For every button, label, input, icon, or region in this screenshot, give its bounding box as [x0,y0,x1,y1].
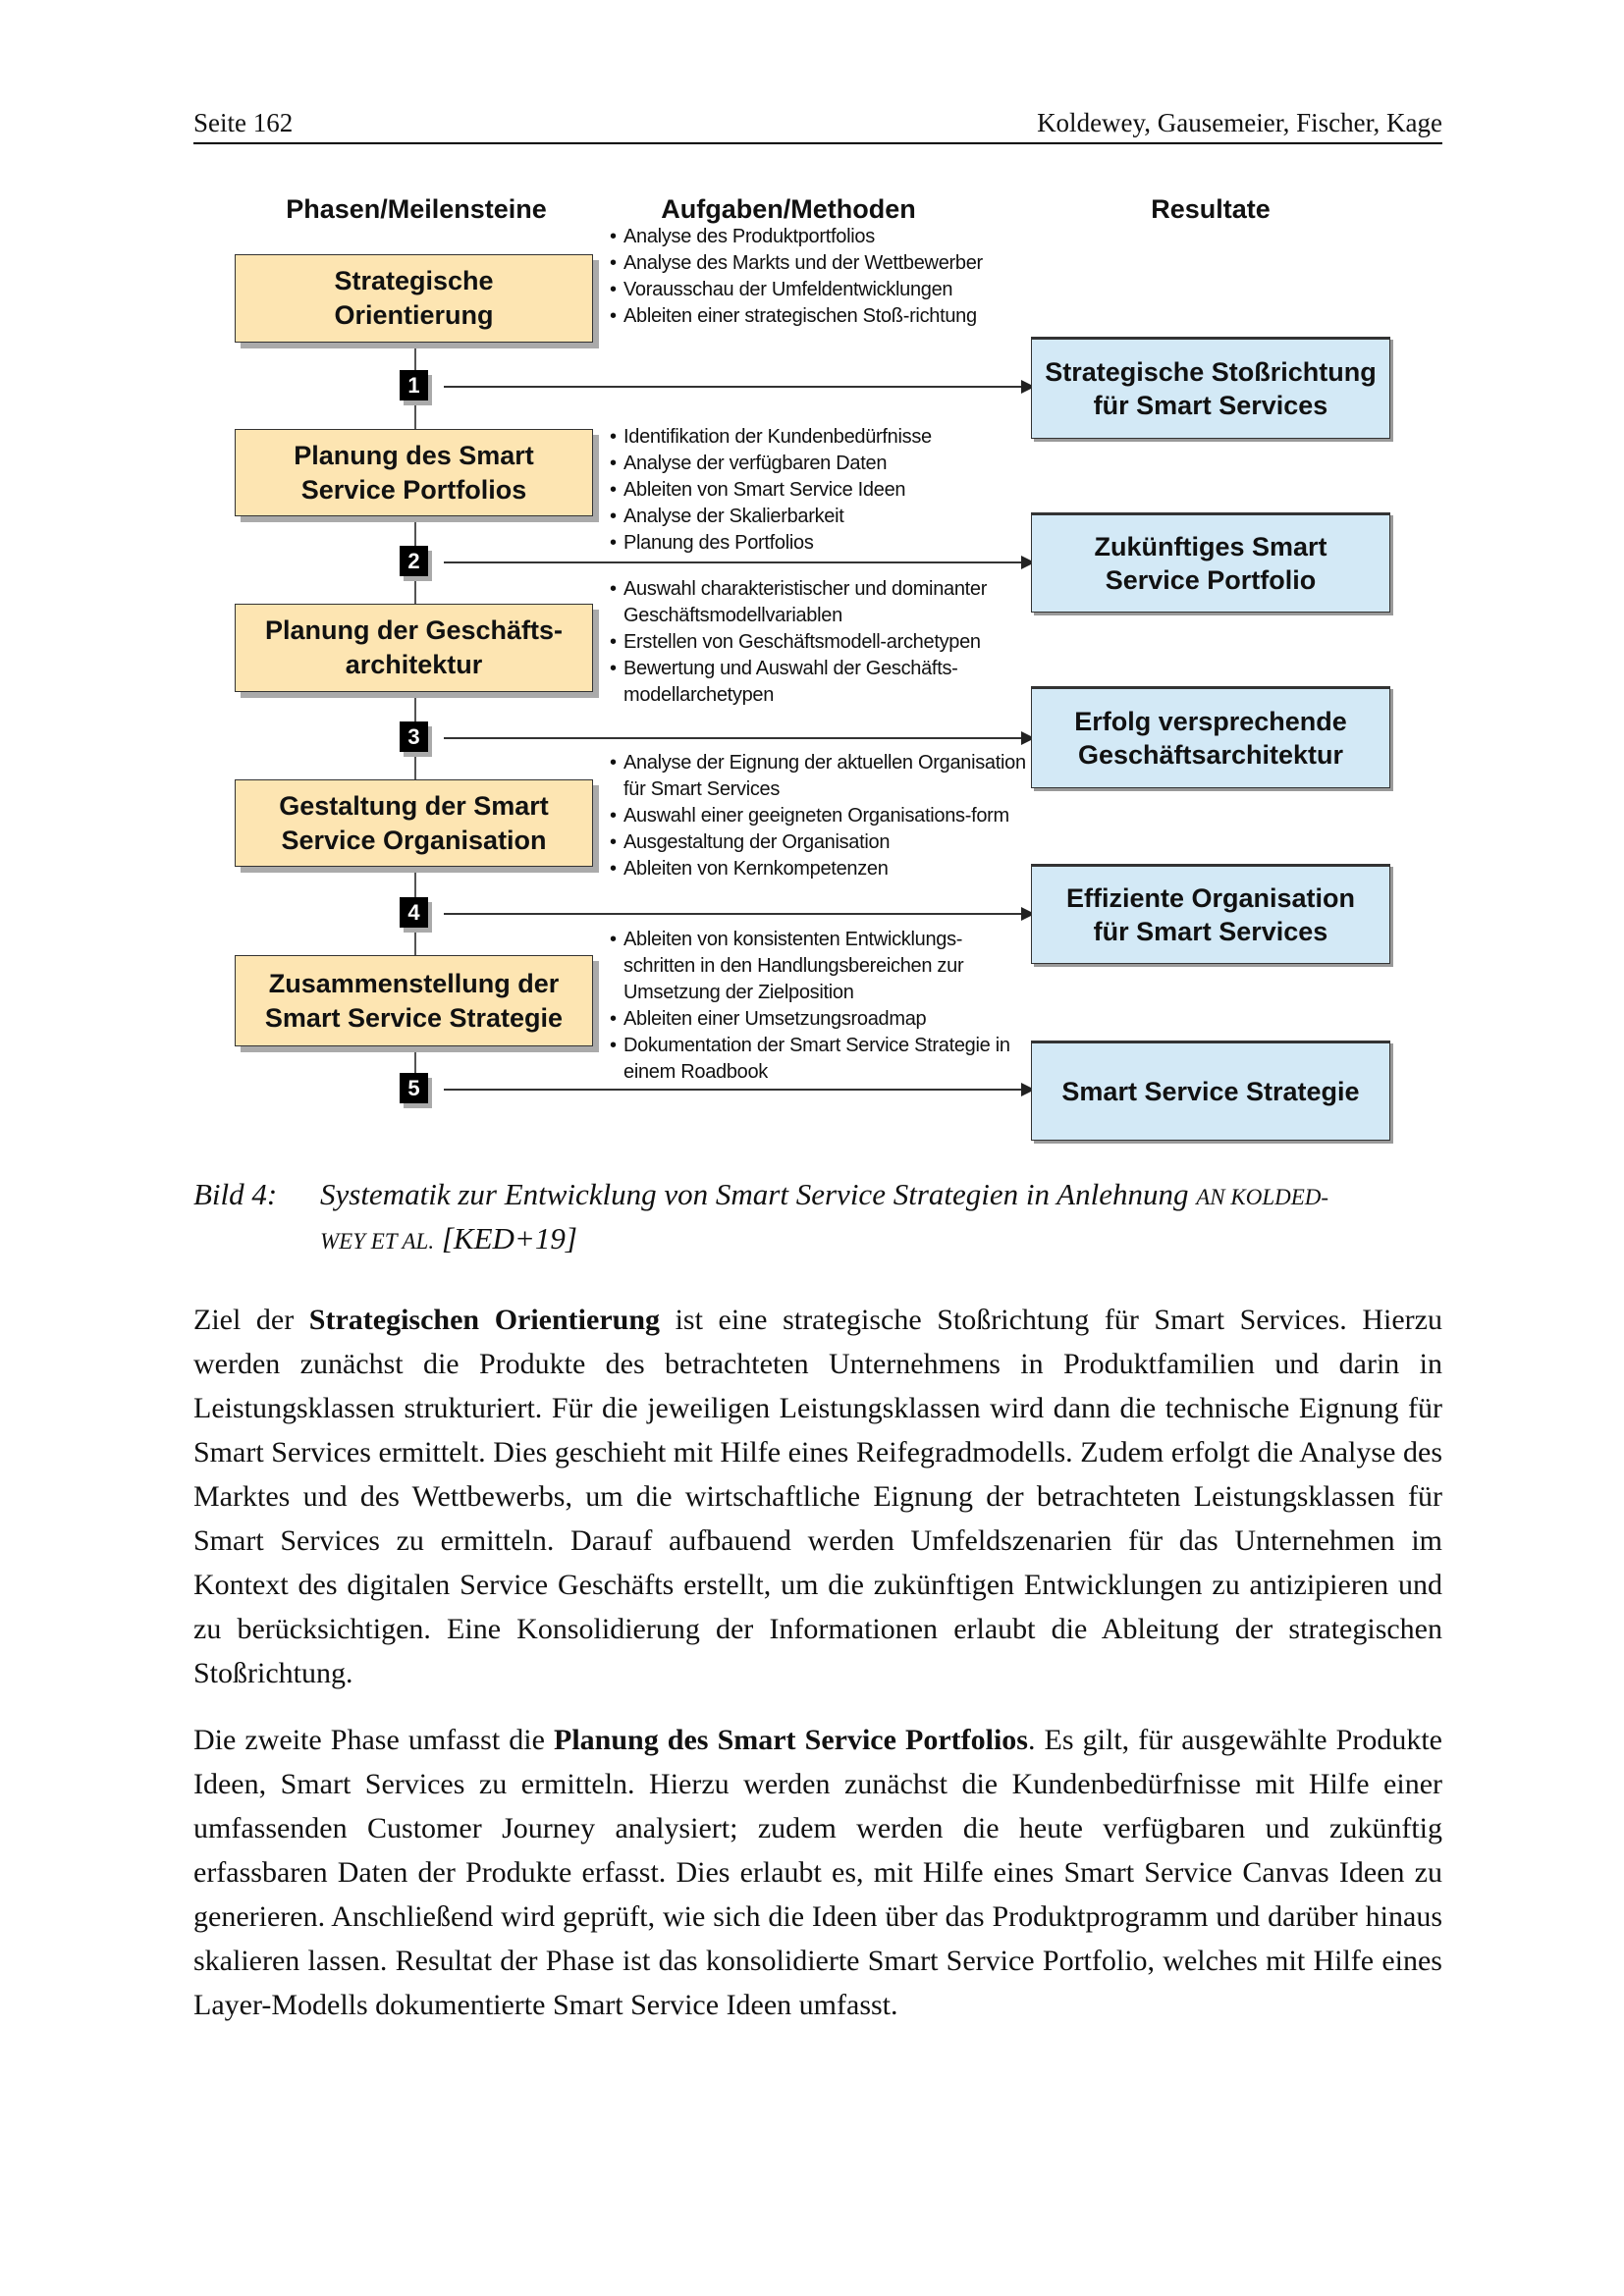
paragraph-text: . Es gilt, für ausgewählte Produkte Ideen, Smart Services zu ermitteln. Hierzu werden zunächst die Kundenbedürfnisse mit Hilfe einer umfassenden Customer Journey analysiert; zudem werden die heute verfügbaren und zukünftig erfassbaren Daten der Produkte erfasst. Dies erlaubt es, mit Hilfe eines Smart Service Canvas Ideen zu generieren. Anschließend wird geprüft, wie sich die Ideen über das Produktprogramm und darüber hinaus skalieren lassen. Resultat der Phase ist das konsolidierte Smart Service Portfolio, welches mit Hilfe eines Layer-Modells dokumentierte Smart Service Ideen umfasst. [193,1724,1442,2021]
task-item: • Auswahl einer geeigneten Organisations-form [610,803,1032,829]
task-item: • Identifikation der Kundenbedürfnisse [610,424,1042,451]
body-paragraph-2 [193,1718,1442,2027]
paragraph-text: Die zweite Phase umfasst die [193,1724,554,1756]
phase-title-line: Planung des Smart [294,440,534,470]
caption-text: Systematik zur Entwicklung von Smart Service Strategien in Anlehnung [320,1177,1189,1211]
task-list-phase-1 [610,224,1042,330]
column-header-tasks: Aufgaben/Methoden [661,194,916,224]
result-box-4 [1031,864,1390,964]
figure-caption [320,1174,1442,1262]
caption-citation-smallcaps: AN KOLDED- [1196,1185,1329,1209]
phase-box-strategy-compilation [235,955,593,1046]
result-title-line: Strategische Stoßrichtung [1045,357,1377,387]
task-list-phase-5 [610,927,1032,1086]
milestone-marker-1: 1 [400,370,428,400]
result-title-line: für Smart Services [1093,917,1328,946]
task-item: • Dokumentation der Smart Service Strategie in einem Roadbook [610,1033,1032,1086]
task-item: • Auswahl charakteristischer und dominanter Geschäftsmodellvariablen [610,576,1022,629]
task-item: • Ableiten von Smart Service Ideen [610,477,1042,504]
arrow-right-icon [444,913,1023,915]
arrow-right-icon [444,561,1023,563]
running-header-authors: Koldewey, Gausemeier, Fischer, Kage [1037,108,1442,137]
arrow-right-icon [444,737,1023,739]
result-title-line: Smart Service Strategie [1061,1077,1360,1106]
paragraph-text: ist eine strategische Stoßrichtung für Smart Services. Hierzu werden zunächst die Produkte des betrachteten Unternehmens in Produktfamilien und darin in Leistungsklassen strukturiert. Für die jeweiligen Leistungsklassen wird dann die technische Eignung für Smart Services ermittelt. Dies geschieht mit Hilfe eines Reifegradmodells. Zudem erfolgt die Analyse des Marktes und des Wettbewerbs, um die wirtschaftliche Eignung der betrachteten Leistungsklassen für Smart Services zu ermitteln. Darauf aufbauend werden Umfeldszenarien für das Unternehmen im Kontext des digitalen Service Geschäfts erstellt, um die zukünftigen Entwicklungen zu antizipieren und zu berücksichtigen. Eine Konsolidierung der Informationen erlaubt die Ableitung der strategischen Stoßrichtung. [193,1304,1442,1689]
result-box-1 [1031,337,1390,439]
task-item: • Analyse der Skalierbarkeit [610,504,1042,530]
result-box-5 [1031,1041,1390,1141]
task-item: • Vorausschau der Umfeldentwicklungen [610,277,1042,303]
phase-title-line: Gestaltung der Smart [279,790,549,821]
result-box-2 [1031,512,1390,613]
task-item: • Planung des Portfolios [610,530,1042,557]
milestone-marker-4: 4 [400,897,428,928]
milestone-marker-5: 5 [400,1073,428,1103]
caption-reference: [KED+19] [441,1221,577,1255]
arrow-right-icon [444,1089,1023,1091]
result-box-3 [1031,686,1390,788]
paragraph-bold-term: Strategischen Orientierung [308,1304,660,1336]
result-title-line: Effiziente Organisation [1065,883,1356,913]
body-paragraph-1 [193,1298,1442,1695]
phase-title-line: Zusammenstellung der [268,968,560,998]
phase-title-line: Planung der Geschäfts- [264,615,564,645]
result-title-line: Service Portfolio [1105,565,1317,595]
page-number: Seite 162 [193,108,294,137]
task-list-phase-3 [610,576,1022,709]
task-list-phase-2 [610,424,1042,557]
result-title-line: für Smart Services [1093,391,1328,420]
phase-title-line: Orientierung [334,300,494,330]
task-list-phase-4 [610,750,1032,882]
task-item: • Bewertung und Auswahl der Geschäfts-modellarchetypen [610,656,1022,709]
phase-title-line: Strategische [334,266,494,295]
task-item: • Ableiten einer Umsetzungsroadmap [610,1006,1032,1033]
column-header-phases: Phasen/Meilensteine [286,194,547,224]
milestone-marker-3: 3 [400,721,428,752]
task-item: • Analyse der Eignung der aktuellen Organisation für Smart Services [610,750,1032,803]
result-title-line: Geschäftsarchitektur [1077,740,1344,770]
paragraph-bold-term: Planung des Smart Service Portfolios [554,1724,1028,1756]
task-item: • Analyse der verfügbaren Daten [610,451,1042,477]
task-item: • Ausgestaltung der Organisation [610,829,1032,856]
caption-citation-smallcaps: WEY ET AL. [320,1229,435,1254]
phase-title-line: architektur [345,650,483,679]
task-item: • Erstellen von Geschäftsmodell-archetypen [610,629,1022,656]
phase-title-line: Service Organisation [281,825,547,855]
figure-caption-label: Bild 4: [193,1177,278,1211]
result-title-line: Erfolg versprechende [1074,707,1347,736]
result-title-line: Zukünftiges Smart [1094,532,1327,561]
phase-title-line: Smart Service Strategie [264,1002,564,1033]
phase-box-business-architecture [235,604,593,692]
paragraph-text: Ziel der [193,1304,309,1336]
task-item: • Analyse des Produktportfolios [610,224,1042,250]
task-item: • Analyse des Markts und der Wettbewerber [610,250,1042,277]
arrow-right-icon [444,386,1023,388]
milestone-marker-2: 2 [400,546,428,576]
phase-box-organisation [235,779,593,867]
phase-box-strategische-orientierung [235,254,593,343]
phase-title-line: Service Portfolios [300,474,527,505]
phase-box-portfolio-planning [235,429,593,516]
column-header-results: Resultate [1151,194,1271,224]
header-rule [193,142,1442,144]
task-item: • Ableiten einer strategischen Stoß-richtung [610,303,1042,330]
task-item: • Ableiten von konsistenten Entwicklungs-schritten in den Handlungsbereichen zur Umsetzung der Zielposition [610,927,1032,1006]
task-item: • Ableiten von Kernkompetenzen [610,856,1032,882]
